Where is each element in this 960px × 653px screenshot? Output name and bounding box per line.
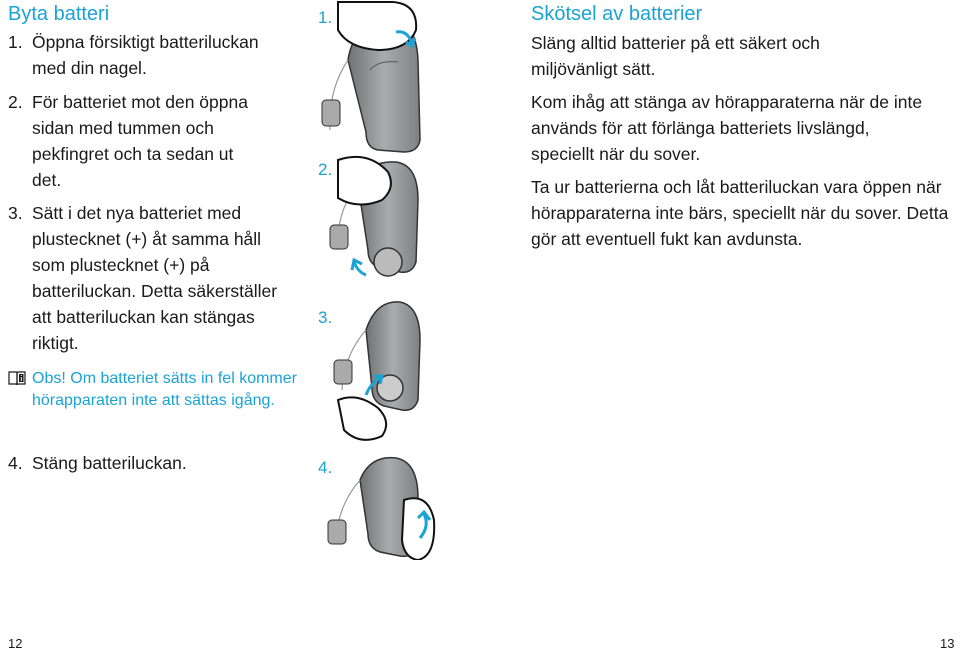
illustration-step-2	[330, 157, 418, 276]
page-number-left: 12	[8, 636, 23, 651]
step-number: 1.	[8, 32, 23, 52]
step-2	[8, 89, 298, 193]
illustration-step-3	[334, 302, 420, 440]
note-box	[8, 368, 303, 412]
illustration-step-4	[328, 458, 434, 560]
care-paragraph-2: Kom ihåg att stänga av hörapparaterna när de inte används för att förlänga batteriets livslängd, speciellt när du sover.	[531, 92, 923, 164]
note-text: Om batteriet sätts in fel kommer hörapparaten inte att sättas igång.	[32, 370, 297, 409]
figure-label-2: 2.	[318, 160, 333, 179]
page-number-right: 13	[940, 636, 955, 651]
step-number: 3.	[8, 203, 23, 223]
step-4	[8, 450, 298, 476]
step-text: Sätt i det nya batteriet med plustecknet (+) åt samma håll som plustecknet (+) på batteriluckan. Detta säkerställer att batteriluckan kan stängas riktigt.	[32, 203, 278, 353]
step-1	[8, 29, 298, 81]
section-title-battery-care: Skötsel av batterier	[531, 3, 703, 25]
figure-label-3: 3.	[318, 308, 333, 327]
figure-label-1: 1.	[318, 8, 333, 27]
step-number: 2.	[8, 92, 23, 112]
section-title-change-battery: Byta batteri	[8, 3, 110, 25]
info-book-icon	[8, 370, 26, 386]
note-label: Obs!	[32, 370, 66, 387]
care-paragraph-3: Ta ur batterierna och låt batteriluckan vara öppen när hörapparaterna inte bärs, speciellt när du sover. Detta gör att eventuell fukt kan avdunsta.	[531, 177, 949, 249]
battery-change-illustrations	[308, 0, 508, 560]
step-number: 4.	[8, 453, 23, 473]
figure-label-4: 4.	[318, 458, 333, 477]
step-text: Stäng batteriluckan.	[32, 453, 187, 473]
step-text: För batteriet mot den öppna sidan med tummen och pekfingret och ta sedan ut det.	[32, 92, 248, 190]
care-paragraph-1: Släng alltid batterier på ett säkert och miljövänligt sätt.	[531, 33, 820, 79]
illustration-step-1	[322, 2, 420, 152]
step-text: Öppna försiktigt batteriluckan med din nagel.	[32, 32, 259, 78]
step-3	[8, 200, 298, 356]
